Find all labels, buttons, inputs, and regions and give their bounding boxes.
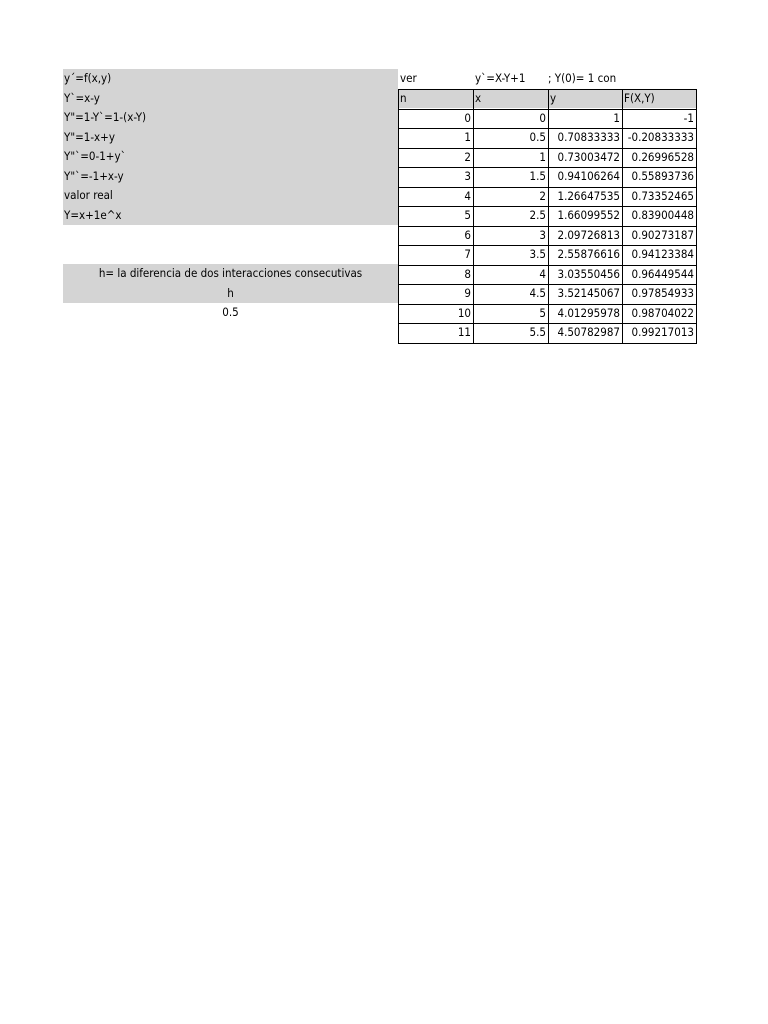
- table-cell: 3: [539, 227, 546, 242]
- table-cell: 3: [464, 169, 471, 183]
- table-cell: 3.5: [529, 247, 546, 261]
- table-cell: 5: [464, 208, 471, 222]
- condition-label: ; Y(0)= 1 con: [548, 71, 617, 85]
- table-cell: 2.55876616: [557, 247, 620, 261]
- table-cell: 2.5: [529, 208, 546, 222]
- grid-line: [398, 245, 697, 246]
- table-cell: 7: [464, 247, 471, 261]
- table-cell: 4.5: [529, 286, 546, 300]
- table-cell: 0: [539, 110, 546, 125]
- ver-label: ver: [400, 71, 417, 85]
- table-cell: 2: [539, 188, 546, 203]
- table-cell: 5.5: [529, 325, 546, 339]
- grid-line: [398, 187, 697, 188]
- table-cell: 4: [464, 188, 471, 203]
- table-cell: 0.94123384: [631, 247, 694, 261]
- formula-line: Y"`=-1+x-y: [64, 169, 124, 183]
- table-cell: 0.55893736: [631, 169, 694, 183]
- column-header: F(X,Y): [624, 91, 655, 105]
- grid-line: [398, 304, 697, 305]
- table-cell: 0.73003472: [557, 149, 620, 164]
- table-cell: 11: [457, 325, 471, 339]
- grid-line: [398, 148, 697, 149]
- grid-line: [398, 265, 697, 266]
- table-cell: -1: [683, 110, 694, 125]
- formula-line: Y"=1-x+y: [64, 130, 115, 144]
- table-cell: 0.83900448: [631, 208, 694, 222]
- column-header: x: [475, 91, 482, 105]
- grid-line: [398, 89, 697, 90]
- table-cell: 0.97854933: [631, 286, 694, 300]
- table-cell: 8: [464, 266, 471, 281]
- table-cell: 4: [539, 266, 546, 281]
- column-header: y: [550, 91, 557, 105]
- table-cell: 1: [464, 130, 471, 144]
- formula-line: Y=x+1e^x: [64, 208, 122, 222]
- h-label: h: [227, 286, 234, 300]
- column-header: n: [400, 91, 407, 105]
- table-cell: 1.66099552: [557, 208, 620, 222]
- formula-line: Y`=x-y: [64, 91, 100, 105]
- h-value: 0.5: [222, 305, 239, 319]
- table-cell: 0.26996528: [631, 149, 694, 164]
- table-cell: 4.01295978: [557, 305, 620, 320]
- table-cell: 4.50782987: [557, 325, 620, 339]
- table-cell: 3.03550456: [557, 266, 620, 281]
- grid-line: [398, 226, 697, 227]
- table-cell: 10: [457, 305, 471, 320]
- table-cell: 6: [464, 227, 471, 242]
- table-cell: 0: [464, 110, 471, 125]
- grid-line: [398, 284, 697, 285]
- h-description: h= la diferencia de dos interacciones consecutivas: [98, 266, 363, 280]
- table-cell: -0.20833333: [627, 130, 694, 144]
- table-cell: 0.90273187: [631, 227, 694, 242]
- table-cell: 1.5: [529, 169, 546, 183]
- table-cell: 5: [539, 305, 546, 320]
- formula-line: Y"`=0-1+y`: [64, 149, 126, 163]
- formula-line: valor real: [64, 188, 113, 202]
- table-cell: 9: [464, 286, 471, 300]
- grid-line: [398, 343, 697, 344]
- table-cell: 2.09726813: [557, 227, 620, 242]
- grid-line: [398, 206, 697, 207]
- grid-line: [398, 167, 697, 168]
- table-cell: 0.73352465: [631, 188, 694, 203]
- table-cell: 0.94106264: [557, 169, 620, 183]
- table-cell: 0.99217013: [631, 325, 694, 339]
- table-cell: 0.5: [529, 130, 546, 144]
- grid-line: [398, 109, 697, 110]
- table-cell: 1: [539, 149, 546, 164]
- table-cell: 0.98704022: [631, 305, 694, 320]
- table-cell: 0.70833333: [557, 130, 620, 144]
- table-cell: 2: [464, 149, 471, 164]
- formula-line: y´=f(x,y): [64, 71, 112, 85]
- grid-line: [398, 323, 697, 324]
- table-cell: 3.52145067: [557, 286, 620, 300]
- table-cell: 0.96449544: [631, 266, 694, 281]
- table-cell: 1.26647535: [557, 188, 620, 203]
- formula-line: Y"=1-Y`=1-(x-Y): [64, 110, 147, 124]
- table-cell: 1: [613, 110, 620, 125]
- grid-line: [398, 128, 697, 129]
- equation-label: y`=X-Y+1: [475, 71, 526, 85]
